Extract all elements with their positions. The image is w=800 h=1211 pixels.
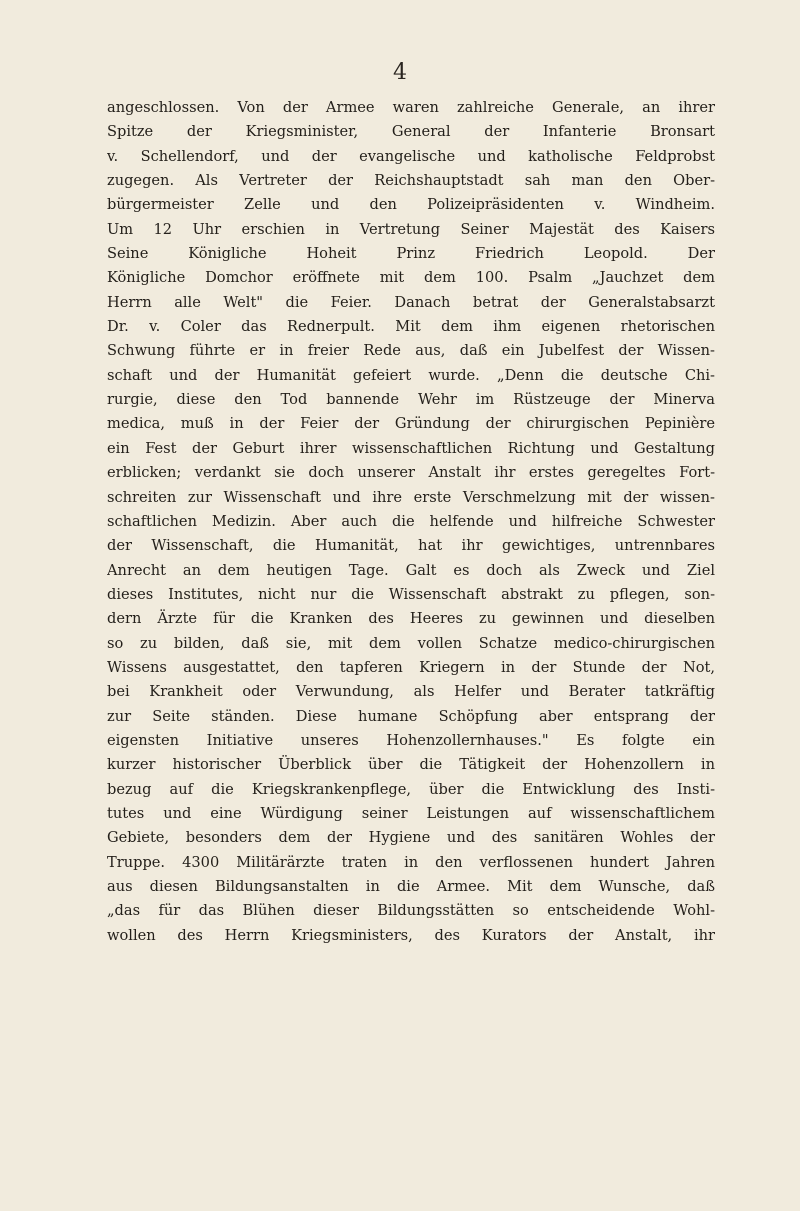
page-number: 4	[393, 60, 407, 85]
text-line: so zu bilden, daß sie, mit dem vollen Schatze medico-chirurgischen	[107, 634, 715, 652]
text-line: zugegen. Als Vertreter der Reichshauptstadt sah man den Ober-	[107, 172, 715, 190]
text-line: Gebiete, besonders dem der Hygiene und des sanitären Wohles der	[107, 829, 715, 847]
text-line: ein Fest der Geburt ihrer wissenschaftlichen Richtung und Gestaltung	[107, 439, 715, 457]
text-line: dern Ärzte für die Kranken des Heeres zu gewinnen und dieselben	[107, 610, 715, 628]
text-line: dieses Institutes, nicht nur die Wissenschaft abstrakt zu pflegen, son-	[107, 585, 715, 603]
text-line: eigensten Initiative unseres Hohenzollernhauses." Es folgte ein	[107, 731, 715, 749]
text-line: Truppe. 4300 Militärärzte traten in den verflossenen hundert Jahren	[107, 853, 715, 871]
text-line: Herrn alle Welt" die Feier. Danach betrat der Generalstabsarzt	[107, 293, 715, 311]
text-line: Dr. v. Coler das Rednerpult. Mit dem ihm eigenen rhetorischen	[107, 318, 715, 336]
text-line: zur Seite ständen. Diese humane Schöpfung aber entsprang der	[107, 707, 715, 725]
text-line: schreiten zur Wissenschaft und ihre erste Verschmelzung mit der wissen-	[107, 488, 715, 506]
text-line: schaftlichen Medizin. Aber auch die helfende und hilfreiche Schwester	[107, 512, 715, 530]
text-line: rurgie, diese den Tod bannende Wehr im Rüstzeuge der Minerva	[107, 391, 715, 409]
text-line: v. Schellendorf, und der evangelische und katholische Feldprobst	[107, 147, 715, 165]
text-line: tutes und eine Würdigung seiner Leistungen auf wissenschaftlichem	[107, 804, 715, 822]
body-text	[107, 96, 715, 948]
text-line: Spitze der Kriegsminister, General der Infanterie Bronsart	[107, 123, 715, 141]
text-line: medica, muß in der Feier der Gründung der chirurgischen Pepinière	[107, 415, 715, 433]
text-line: aus diesen Bildungsanstalten in die Armee. Mit dem Wunsche, daß	[107, 878, 715, 895]
text-line: Wissens ausgestattet, den tapferen Kriegern in der Stunde der Not,	[107, 658, 715, 676]
text-line: Anrecht an dem heutigen Tage. Galt es doch als Zweck und Ziel	[107, 561, 715, 579]
text-line: erblicken; verdankt sie doch unserer Anstalt ihr erstes geregeltes Fort-	[107, 464, 715, 482]
text-line: Um 12 Uhr erschien in Vertretung Seiner Majestät des Kaisers	[107, 220, 715, 238]
text-line: „das für das Blühen dieser Bildungsstätten so entscheidende Wohl-	[107, 902, 715, 920]
text-line: Seine Königliche Hoheit Prinz Friedrich Leopold. Der	[107, 245, 715, 263]
text-line: Königliche Domchor eröffnete mit dem 100. Psalm „Jauchzet dem	[107, 269, 715, 287]
text-line: der Wissenschaft, die Humanität, hat ihr gewichtiges, untrennbares	[107, 537, 715, 555]
text-line: schaft und der Humanität gefeiert wurde. „Denn die deutsche Chi-	[107, 366, 715, 384]
text-line: bürgermeister Zelle und den Polizeipräsidenten v. Windheim.	[107, 196, 715, 214]
text-line: Schwung führte er in freier Rede aus, daß ein Jubelfest der Wissen-	[107, 342, 715, 360]
text-line: angeschlossen. Von der Armee waren zahlreiche Generale, an ihrer	[107, 99, 715, 116]
text-line: wollen des Herrn Kriegsministers, des Kurators der Anstalt, ihr	[107, 926, 715, 944]
text-line: kurzer historischer Überblick über die Tätigkeit der Hohenzollern in	[107, 756, 715, 774]
text-line: bei Krankheit oder Verwundung, als Helfer und Berater tatkräftig	[107, 683, 715, 701]
text-line: bezug auf die Kriegskrankenpflege, über die Entwicklung des Insti-	[107, 780, 715, 798]
